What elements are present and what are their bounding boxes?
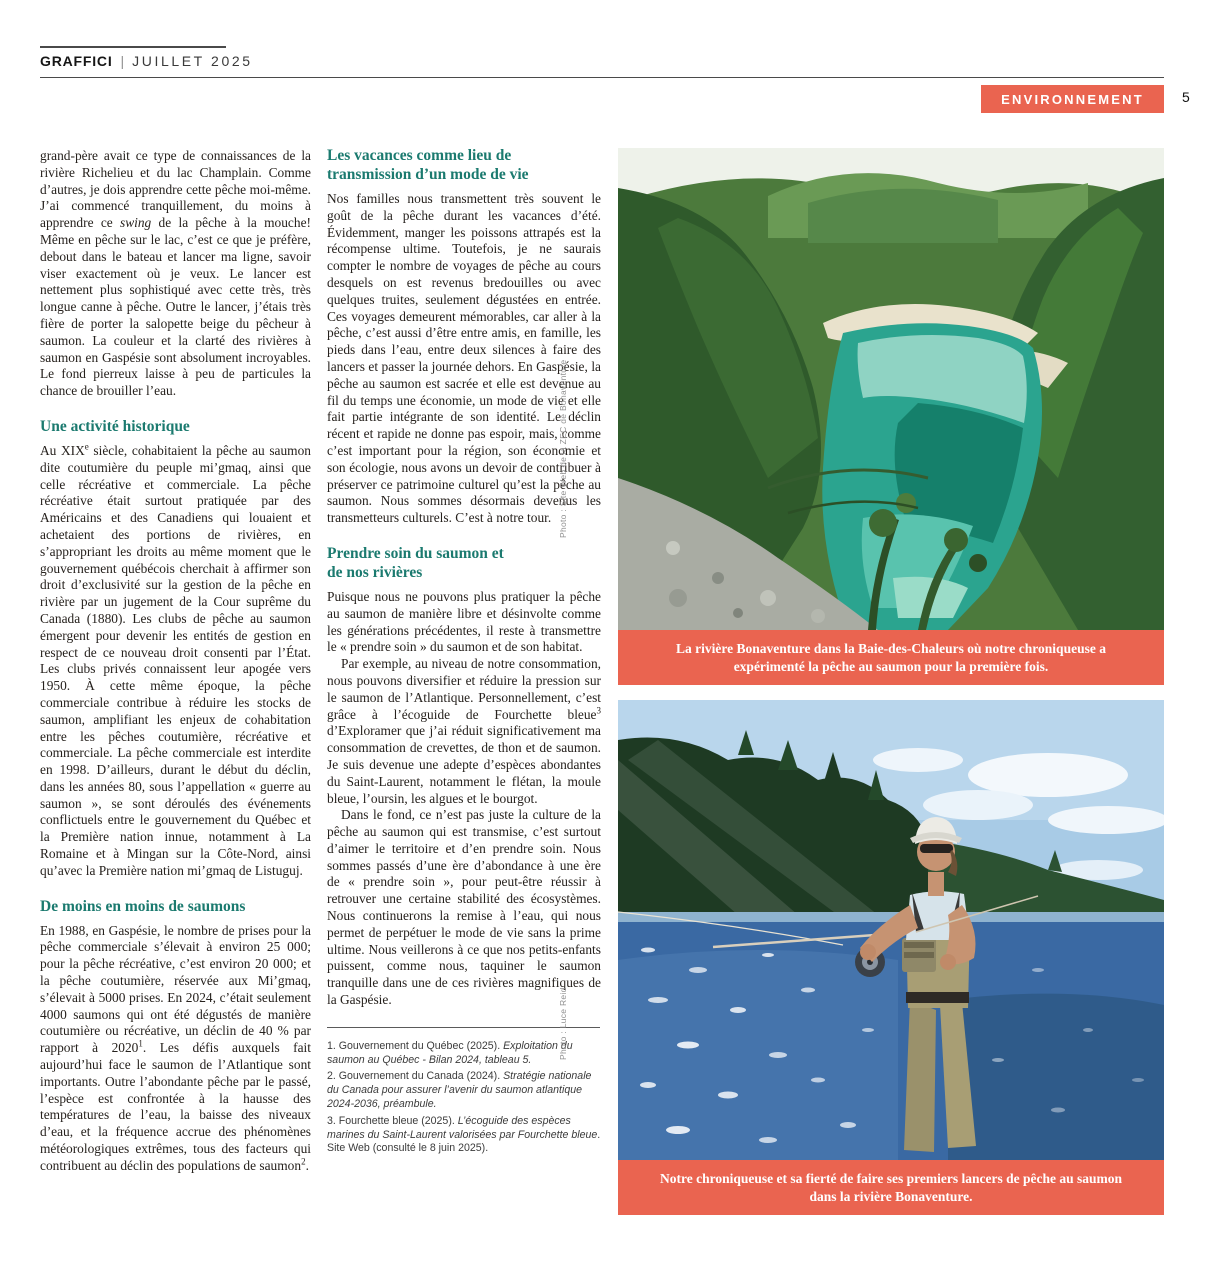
footnote-title: Exploitation du saumon au Québec - Bilan 2024, tableau 5. bbox=[327, 1039, 573, 1066]
paragraph: Puisque nous ne pouvons plus pratiquer la pêche au saumon de manière libre et désinvolte comme les générations précédentes, il reste à transmettre le « prendre soin » du saumon et de son habitat. bbox=[327, 588, 601, 655]
heading-line: Les vacances comme lieu de bbox=[327, 147, 512, 164]
masthead-separator: | bbox=[120, 53, 125, 69]
paragraph-text: d’Exploramer que j’ai réduit significativement ma consommation de crevettes, de thon et de saumon. Je suis devenue une adepte d’espèces abondantes du Saint-Laurent, notamment le flétan, la moule bleue, l’oursin, les algues et le bourgot. bbox=[327, 723, 601, 806]
issue-date: JUILLET 2025 bbox=[132, 53, 253, 69]
footnote-3 bbox=[327, 1115, 601, 1156]
paragraph-text: . Les défis auxquels fait aujourd’hui face le saumon de l’Atlantique sont importants. Outre l’abondante pêche par le passé, l’espèce est confrontée à la hausse des températures de l’eau, la baisse des niveaux d’eau, et la fréquence accrue des phénomènes météorologiques extrêmes, tous des facteurs qui contribuent au déclin des populations de saumon bbox=[40, 1040, 311, 1173]
footnote-text: . Site Web (consulté le 8 juin 2025). bbox=[327, 1128, 601, 1155]
section-badge: ENVIRONNEMENT bbox=[981, 85, 1164, 113]
heading-line: Prendre soin du saumon et bbox=[327, 544, 504, 562]
paragraph-text: siècle, cohabitaient la pêche au saumon dite coutumière du peuple mi’gmaq, ainsi que celle récréative et commerciale. La pêche récréative était surtout pratiquée par des Américains et des Canadiens qui louaient et achetaient des portions de rivières, en s’appropriant les droits au même moment que le gouvernement québécois cherchait à affirmer son droit d’exclusivité sur la gestion de la pêche en rivière par un jugement de la Cour suprême du Canada (1880). Les clubs de pêche au saumon émergent pour devenir les entités de gestion en respect de ce nouveau droit consenti par l’État. Les clubs privés connaissent leur apogée vers 1950. À cette même époque, la pêche commerciale contribue à réduire les stocks de saumon, amplifiant les enjeux de cohabitation entre les pêches coutumière, récréative et commerciale. La pêche commerciale est interdite en 1998. D’ailleurs, durant le début du déclin, dans les années 80, sous l’appellation « guerre au saumon », se sont déroulés des événements conflictuels entre le gouvernement du Québec et la Première nation innue, notamment à La Romaine et à Mingan sur la Côte-Nord, ainsi qu’avec la Première nation mi’gmaq de Listuguj. bbox=[40, 442, 311, 878]
masthead-top-rule bbox=[40, 46, 226, 48]
paragraph: Dans le fond, ce n’est pas juste la culture de la pêche au saumon qui est transmise, c’est surtout d’aimer le territoire et d’en prendre soin. Nous sommes passés d’une ère d’abondance à une ère de « prendre soin », pour peut-être réussir à retrouver une certaine stabilité des écosystèmes. Nous continuerons la remise à l’eau, qui nous permet de perpétuer le mode de vie sans la prime ultime. Nous veillerons à ce que nos petits-enfants puissent, comme nous, taquiner le saumon tranquille dans une de ces rivières magnifiques de la Gaspésie. bbox=[327, 807, 601, 1008]
text-column-1 bbox=[40, 148, 311, 1175]
section-heading-activite-historique: Une activité historique bbox=[40, 417, 190, 435]
masthead bbox=[40, 53, 253, 69]
paragraph bbox=[40, 443, 311, 880]
photo1-caption: La rivière Bonaventure dans la Baie-des-Chaleurs où notre chroniqueuse a expérimenté la pêche au saumon pour la première fois. bbox=[618, 630, 1164, 685]
paragraph-text: Par exemple, au niveau de notre consommation, nous pouvons diversifier et réduire la pression sur le saumon de l’Atlantique. Personnellement, c’est grâce à l’écoguide de Fourchette bleue bbox=[327, 656, 601, 722]
photo1-credit: Photo : Site Web de la ZEC de Bonaventure bbox=[558, 359, 568, 538]
footnote-2 bbox=[327, 1070, 601, 1111]
paragraph-text: En 1988, en Gaspésie, le nombre de prises pour la pêche commerciale s’élevait à environ 25 000; pour la pêche récréative, c’est environ 20 000; et la pêche coutumière, réservée aux Mi’gmaq, s’élevait à 5000 prises. En 2024, c’était seulement 4000 saumons qui ont été dégustés de manière coutumière ou récréative, un déclin de 40 % par rapport à 2020 bbox=[40, 922, 311, 1056]
footnote-marker-3: 3 bbox=[596, 705, 601, 716]
photo2-caption: Notre chroniqueuse et sa fierté de faire ses premiers lancers de pêche au saumon dans la rivière Bonaventure. bbox=[618, 1160, 1164, 1215]
section-heading-moins-de-saumons: De moins en moins de saumons bbox=[40, 897, 246, 915]
paragraph: Nos familles nous transmettent très souvent le goût de la pêche durant les vacances d’été. Évidemment, manger les poissons attrapés est la récompense ultime. Toutefois, je ne saurais compter le nombre de voyages de pêche au cours desquels on est revenus bredouilles ou avec quelques truites, seulement dégustées en entrée. Ces voyages demeurent mémorables, car aller à la pêche, c’est aussi d’être entre amis, en famille, les pieds dans l’eau, entre deux silences à faire des lancers et passer la journée dehors. En Gaspésie, la pêche au saumon est sacrée et elle est devenue au fil du temps une économie, un mode de vie et elle fait partie intégrante de son identité. Le déclin récent et rapide ne donne pas espoir, mais, comme c’est important pour la région, son économie et son écologie, nous avons un devoir de contribuer à préserver ce patrimoine culturel qu’est la pêche au saumon. Nous sommes désormais devenus les transmetteurs culturels. C’est à notre tour. bbox=[327, 191, 601, 526]
footnote-title: Stratégie nationale du Canada pour assurer l’avenir du saumon atlantique 2024-2036, préambule. bbox=[327, 1070, 592, 1111]
paragraph bbox=[40, 923, 311, 1175]
section-heading-prendre-soin bbox=[327, 544, 601, 582]
page-number: 5 bbox=[1182, 89, 1190, 105]
paragraph bbox=[327, 656, 601, 807]
paragraph bbox=[40, 148, 311, 400]
photo2-credit: Photo : Luce Reid bbox=[558, 987, 568, 1060]
heading-line: de nos rivières bbox=[327, 563, 423, 581]
footnote-text: 3. Fourchette bleue (2025). bbox=[327, 1114, 458, 1127]
fly-fishing-photo bbox=[618, 700, 1164, 1160]
section-heading-vacances bbox=[327, 146, 601, 184]
paragraph-text: grand-père avait ce type de connaissances de la rivière Richelieu et du lac Champlain. Comme d’autres, je dois apprendre cette pêche moi-même. J’ai commencé tranquillement, du moins à apprendre ce bbox=[40, 148, 311, 231]
photo-column bbox=[618, 148, 1164, 1215]
magazine-title: GRAFFICI bbox=[40, 53, 113, 69]
footnote-title: L’écoguide des espèces marines du Saint-Laurent valorisées par Fourchette bleue bbox=[327, 1114, 598, 1141]
italic-word: swing bbox=[120, 215, 152, 231]
masthead-bottom-rule bbox=[40, 77, 1164, 78]
footnote-text: 1. Gouvernement du Québec (2025). bbox=[327, 1039, 504, 1052]
photo-gap bbox=[618, 685, 1164, 700]
paragraph-text: Au XIX bbox=[40, 442, 85, 458]
footnote-marker-1: 1 bbox=[138, 1038, 143, 1049]
ordinal-superscript: e bbox=[84, 441, 89, 452]
paragraph-text: . bbox=[305, 1157, 309, 1173]
river-bonaventure-photo bbox=[618, 148, 1164, 630]
paragraph-text: de la pêche à la mouche! Même en pêche sur le lac, c’est ce que je préfère, debout dans le bateau et lancer ma ligne, savoir viser exactement où je veux. Le lancer est nettement plus sophistiqué avec cette très, très longue canne à pêche. Outre le lancer, j’étais très fière de porter la salopette beige du pêcheur à saumon. La couleur et la clarté des rivières à saumon en Gaspésie sont absolument incroyables. Le fond pierreux laisse à peu de particules la chance de brouiller l’eau. bbox=[40, 215, 311, 399]
footnote-marker-2: 2 bbox=[301, 1156, 306, 1167]
heading-line: transmission d’un mode de vie bbox=[327, 166, 529, 183]
footnote-text: 2. Gouvernement du Canada (2024). bbox=[327, 1070, 504, 1083]
